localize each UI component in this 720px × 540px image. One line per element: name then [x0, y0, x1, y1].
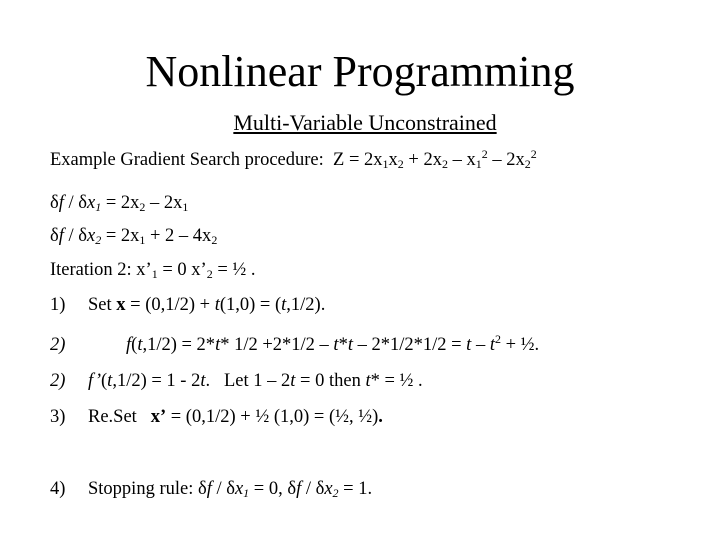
example-label: Example Gradient Search procedure:	[50, 150, 324, 170]
step-2-derivative: 2) f’(t,1/2) = 1 - 2t. Let 1 – 2t = 0 then t* = ½ .	[50, 371, 423, 391]
step-number: 4)	[50, 479, 66, 499]
step-2: 2) f(t,1/2) = 2*t* $1/2 +2*1/2 - t*t - 2*1/2*1/2 = t - t^2$ + ½.	[50, 332, 540, 355]
partial-derivative-x1: $\delta f / \delta x_1 = 2x_2 - 2x_1$	[50, 193, 189, 214]
objective-function: $Z = 2x_1x_2 + 2x_2 - x_1^2 - 2x_2^2$	[333, 147, 537, 171]
slide-title: Nonlinear Programming	[145, 47, 575, 96]
iteration-line: Iteration 2: $x’_1 = 0$ $x’_2$ = ½ .	[50, 260, 256, 281]
step-4: 4) Stopping rule: $\delta f / \delta x_1 = 0$, $\delta f / \delta x_2 = 1$.	[50, 479, 373, 500]
step-number: 2)	[50, 371, 66, 391]
step-number: 1)	[50, 295, 66, 315]
example-line	[50, 148, 537, 172]
partial-derivative-x2: $\delta f / \delta x_2 = 2x_1 + 2 - 4x_2$	[50, 226, 218, 247]
step-number: 2)	[50, 335, 66, 355]
step-1: 1) Set x = (0,1/2) + t(1,0) = (t,1/2).	[50, 295, 326, 315]
slide-subtitle: Multi-Variable Unconstrained	[233, 110, 497, 135]
step-number: 3)	[50, 407, 66, 427]
step-3: 3) Re.Set x’ = (0,1/2) + ½ (1,0) = (½, ½).	[50, 407, 383, 427]
